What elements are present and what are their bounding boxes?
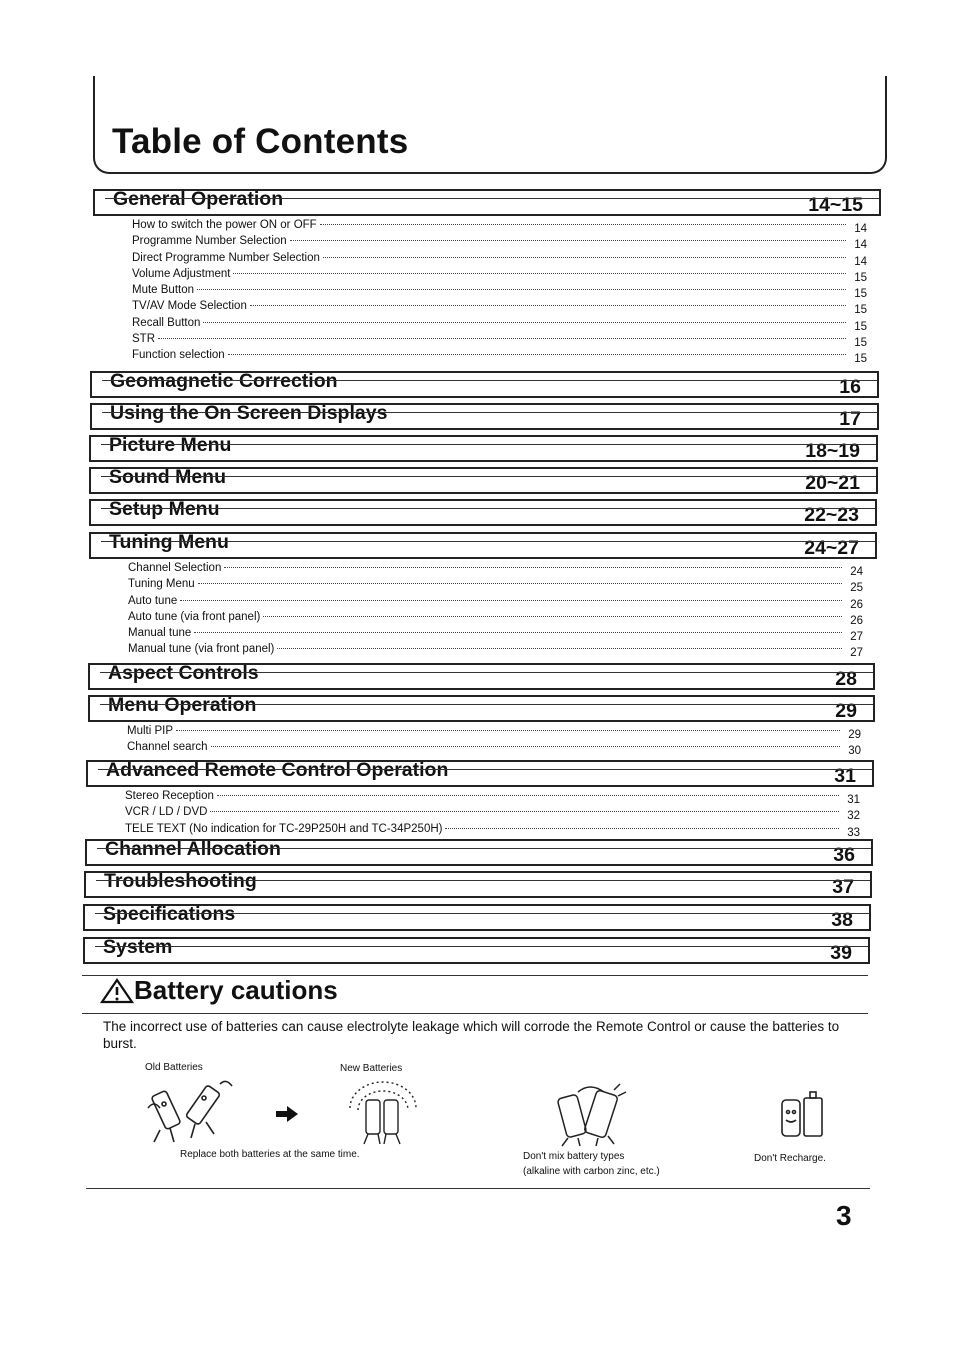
toc-section <box>89 499 877 526</box>
entry-label: Function selection <box>132 349 225 362</box>
entry-label: Auto tune <box>128 594 178 607</box>
battery-caution-text: The incorrect use of batteries can cause electrolyte leakage which will corrode the Remote Control or cause the batteries to burst. <box>103 1019 840 1051</box>
toc-section <box>89 435 878 462</box>
page-number: 3 <box>836 1200 852 1231</box>
entry-page: 31 <box>847 794 860 806</box>
dot-leader <box>158 338 846 339</box>
section-header <box>93 189 881 216</box>
entry-page: 27 <box>850 631 863 644</box>
dot-leader <box>224 567 842 568</box>
recharge-caption: Don't Recharge. <box>754 1153 826 1164</box>
section-title: Using the On Screen Displays <box>110 402 388 424</box>
toc-section <box>88 663 875 690</box>
entry-label: VCR / LD / DVD <box>125 806 208 819</box>
dot-leader <box>320 224 846 225</box>
entry-label: STR <box>132 333 155 346</box>
toc-section <box>83 937 870 964</box>
toc-entry <box>132 315 867 331</box>
section-title: Aspect Controls <box>108 662 259 684</box>
dot-leader <box>194 632 842 633</box>
entry-label: How to switch the power ON or OFF <box>132 219 317 231</box>
dot-leader <box>290 240 846 241</box>
toc-entry <box>132 347 867 366</box>
section-header <box>86 760 874 787</box>
section-page: 36 <box>833 844 855 866</box>
entry-label: Auto tune (via front panel) <box>128 610 261 623</box>
dot-leader <box>445 828 839 829</box>
toc-section <box>83 904 871 931</box>
dot-leader <box>211 746 840 747</box>
entry-label: Stereo Reception <box>125 790 214 802</box>
section-title: Setup Menu <box>109 498 220 520</box>
entry-label: Tuning Menu <box>128 578 195 591</box>
entry-label: Volume Adjustment <box>132 267 231 280</box>
entry-page: 26 <box>850 598 863 611</box>
entry-label: TV/AV Mode Selection <box>132 300 247 313</box>
entry-page: 15 <box>854 337 867 350</box>
toc-entry <box>125 788 860 804</box>
new-batteries-illustration <box>338 1078 428 1148</box>
toc-entry <box>132 250 867 266</box>
section-title: General Operation <box>113 188 284 210</box>
recharge-illustration <box>774 1088 830 1144</box>
section-header <box>83 904 871 931</box>
section-header <box>89 532 877 559</box>
toc-entry <box>132 217 867 233</box>
entry-list <box>88 723 875 756</box>
toc-entry <box>128 641 863 660</box>
section-header <box>83 937 870 964</box>
toc-entry <box>132 282 867 301</box>
dot-leader <box>228 354 846 355</box>
toc-entry <box>132 298 867 317</box>
toc-entry <box>128 576 863 595</box>
toc-entry <box>127 723 861 739</box>
entry-page: 15 <box>854 320 867 333</box>
toc-section <box>88 695 875 756</box>
toc-entry <box>132 233 867 252</box>
entry-list <box>93 217 881 364</box>
entry-page: 14 <box>854 255 867 268</box>
entry-label: Manual tune (via front panel) <box>128 643 275 656</box>
entry-page: 33 <box>847 826 860 839</box>
section-page: 28 <box>835 668 857 690</box>
toc-entry <box>128 609 863 625</box>
entry-page: 32 <box>847 810 860 823</box>
toc-entry <box>125 804 860 823</box>
dot-leader <box>263 616 842 617</box>
entry-page: 15 <box>854 304 867 317</box>
toc-entry <box>128 625 863 644</box>
section-header <box>89 499 877 526</box>
toc-section <box>93 189 881 364</box>
dot-leader <box>210 811 839 812</box>
entry-page: 27 <box>850 647 863 660</box>
section-title: System <box>103 936 173 958</box>
section-page: 29 <box>835 700 857 722</box>
toc-entry <box>132 331 867 350</box>
mix-caption-line1: Don't mix battery types <box>523 1151 625 1162</box>
toc-section <box>90 403 879 430</box>
section-page: 16 <box>839 376 861 398</box>
entry-page: 14 <box>854 239 867 252</box>
section-header <box>89 435 878 462</box>
dot-leader <box>197 289 846 290</box>
entry-label: Channel search <box>127 741 208 754</box>
old-batteries-label: Old Batteries <box>145 1062 203 1073</box>
battery-cautions-title: Battery cautions <box>134 975 338 1005</box>
entry-label: Channel Selection <box>128 562 222 574</box>
arrow-right-icon <box>276 1106 298 1122</box>
entry-page: 14 <box>854 223 867 235</box>
entry-page: 24 <box>850 566 863 578</box>
entry-page: 15 <box>854 353 867 366</box>
dot-leader <box>176 730 840 731</box>
section-title: Advanced Remote Control Operation <box>106 759 449 781</box>
entry-label: Mute Button <box>132 284 195 297</box>
dot-leader <box>233 273 846 274</box>
section-title: Troubleshooting <box>104 870 257 892</box>
entry-page: 15 <box>854 288 867 301</box>
entry-label: Manual tune <box>128 627 192 640</box>
section-page: 37 <box>832 876 854 898</box>
entry-label: Direct Programme Number Selection <box>132 251 320 264</box>
section-page: 20~21 <box>805 472 860 494</box>
toc-section <box>85 839 873 866</box>
toc-section <box>86 760 874 837</box>
dot-leader <box>203 322 846 323</box>
section-page: 18~19 <box>805 440 860 462</box>
section-title: Geomagnetic Correction <box>110 370 338 392</box>
section-page: 39 <box>830 942 852 964</box>
entry-label: TELE TEXT (No indication for TC-29P250H and TC-34P250H) <box>125 822 443 835</box>
battery-cautions-heading <box>100 975 338 1006</box>
toc-section <box>90 371 879 398</box>
dot-leader <box>198 583 842 584</box>
entry-label: Multi PIP <box>127 725 174 737</box>
warning-triangle-icon <box>100 978 134 1004</box>
entry-list <box>89 560 877 658</box>
section-header <box>90 371 879 398</box>
section-header <box>89 467 878 494</box>
section-header <box>84 871 872 898</box>
toc-entry <box>127 739 861 758</box>
section-title: Picture Menu <box>109 434 232 456</box>
section-page: 14~15 <box>808 194 863 216</box>
section-page: 24~27 <box>804 537 859 559</box>
section-page: 31 <box>834 765 856 787</box>
toc-entry <box>128 593 863 609</box>
toc-entry <box>132 266 867 282</box>
toc-entry <box>125 821 860 837</box>
page-title: Table of Contents <box>112 122 409 161</box>
replace-caption: Replace both batteries at the same time. <box>180 1149 360 1160</box>
section-page: 22~23 <box>804 504 859 526</box>
entry-label: Programme Number Selection <box>132 235 287 248</box>
entry-list <box>86 788 874 837</box>
dot-leader <box>323 257 846 258</box>
section-page: 17 <box>839 408 861 430</box>
mixed-batteries-illustration <box>548 1082 633 1148</box>
entry-page: 29 <box>848 729 861 741</box>
toc-section <box>89 532 877 658</box>
dot-leader <box>250 305 846 306</box>
section-title: Specifications <box>103 903 236 925</box>
new-batteries-label: New Batteries <box>340 1063 403 1074</box>
section-header <box>85 839 873 866</box>
section-header <box>88 695 875 722</box>
entry-label: Recall Button <box>132 316 201 329</box>
dot-leader <box>217 795 839 796</box>
section-header <box>90 403 879 430</box>
divider <box>82 1013 868 1014</box>
dot-leader <box>277 648 842 649</box>
entry-page: 30 <box>848 745 861 758</box>
mix-caption-line2: (alkaline with carbon zinc, etc.) <box>523 1166 660 1177</box>
divider <box>86 1188 870 1189</box>
section-page: 38 <box>831 909 853 931</box>
section-title: Menu Operation <box>108 694 257 716</box>
section-title: Sound Menu <box>109 466 226 488</box>
toc-section <box>89 467 878 494</box>
toc-entry <box>128 560 863 576</box>
dot-leader <box>180 600 842 601</box>
section-header <box>88 663 875 690</box>
section-title: Tuning Menu <box>109 531 229 553</box>
old-batteries-illustration <box>140 1078 245 1148</box>
entry-page: 26 <box>850 614 863 627</box>
entry-page: 25 <box>850 582 863 595</box>
section-title: Channel Allocation <box>105 838 281 860</box>
entry-page: 15 <box>854 271 867 284</box>
toc-section <box>84 871 872 898</box>
